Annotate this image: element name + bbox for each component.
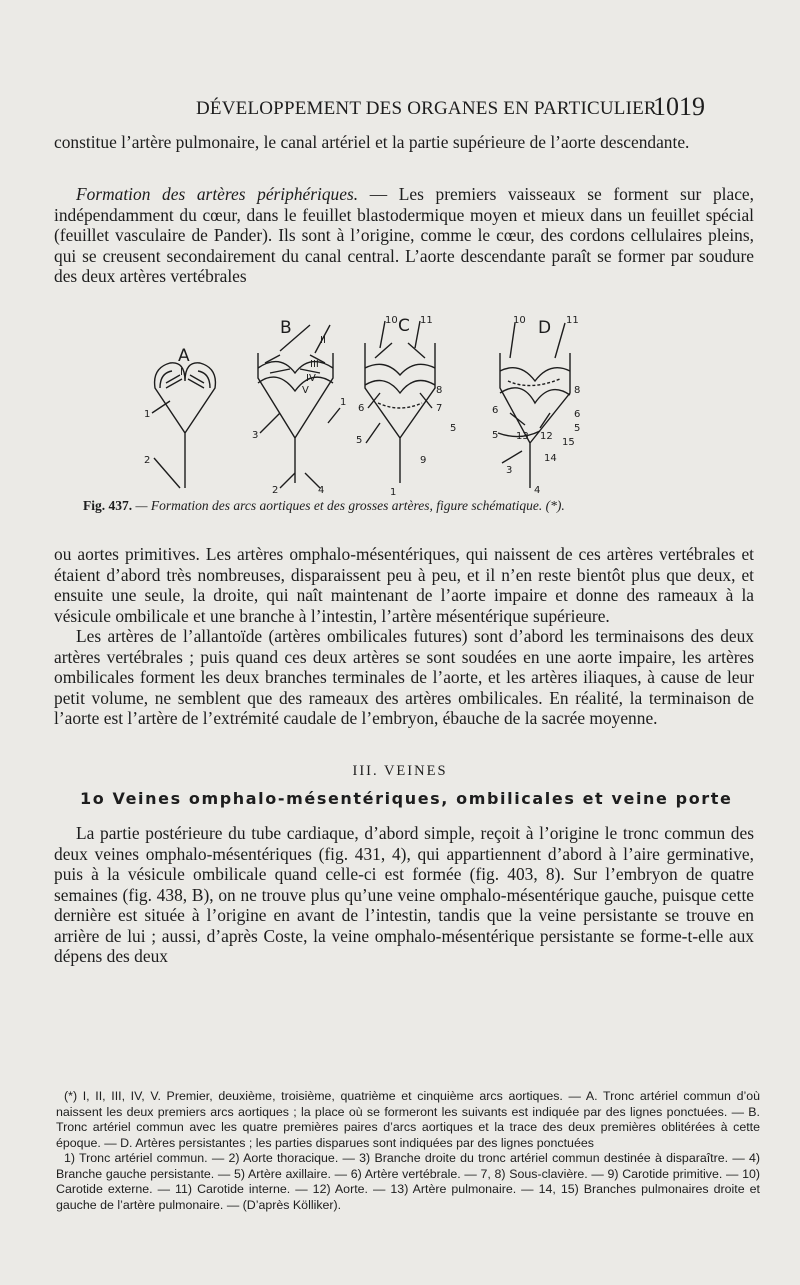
label-b-ii: II [320, 335, 326, 346]
footnote-legend: 1) Tronc artériel commun. — 2) Aorte thoracique. — 3) Branche droite du tronc artériel commun destinée à disparaître. — 4) Branche gauche persistante. — 5) Artère axillaire. — 6) Artère vertébrale. — 7, 8) Sous-clavière. — 9) Carotide primitive. — 10) Carotide externe. — 11) Carotide interne. — 12) Aorte. — 13) Artère pulmonaire. — 14, 15) Branches pulmonaires droite et gauche de l’artère pulmonaire. — (D’après Kölliker). [56, 1151, 760, 1212]
panel-label-a: A [178, 346, 190, 366]
paragraph-2: — Les premiers vaisseaux se forment sur place, indépendamment du cœur, dans le feuillet blastodermique moyen et mieux dans un feuillet spécial (feuillet vasculaire de Pander). Ils sont à l’origine, comme le cœur, des cordons cellulaires pleins, qui se creusent secondairement du canal central. L’aorte descendante paraît se former par soudure des deux artères vertébrales [54, 184, 754, 286]
label-d-8: 8 [574, 385, 581, 396]
figure-caption-text: — Formation des arcs aortiques et des grosses artères, figure schématique. (*). [132, 498, 565, 513]
figure-caption [83, 498, 565, 514]
page-number: 1019 [653, 92, 705, 121]
paragraph-1: constitue l’artère pulmonaire, le canal artériel et la partie supérieure de l’aorte descendante. [54, 132, 690, 152]
footnotes [56, 1089, 760, 1213]
label-a-i: I [180, 367, 183, 378]
label-d-11: 11 [566, 315, 579, 326]
panel-label-d: D [538, 318, 552, 338]
paragraph-veins [54, 823, 754, 967]
label-d-12: 12 [540, 431, 553, 442]
label-c-10: 10 [385, 315, 398, 326]
panel-a-diagram [152, 363, 215, 488]
label-c-11: 11 [420, 315, 433, 326]
label-b-4: 4 [318, 485, 325, 496]
label-b-iv: IV [306, 373, 316, 384]
figure-caption-label: Fig. 437. [83, 498, 133, 513]
label-b-iii: III [310, 359, 319, 370]
footnote-intro: (*) I, II, III, IV, V. Premier, deuxième, troisième, quatrième et cinquième arcs aortiques. — A. Tronc artériel commun d’où naissent les deux premiers arcs aortiques ; la place où se formeront les suivants est indiquée par des lignes ponctuées. — B. Tronc artériel commun avec les quatre premières paires d’arcs aortiques et la trace des deux premières oblitérées à cette époque. — D. Artères persistantes ; les parties disparues sont indiquées par des lignes ponctuées [56, 1089, 760, 1150]
label-d-3: 3 [506, 465, 513, 476]
label-b-2: 2 [272, 485, 279, 496]
paragraph-heading: Formation des artères périphériques. [76, 184, 359, 204]
label-d-5-left: 5 [492, 430, 499, 441]
paragraph-3: ou aortes primitives. Les artères omphalo-mésentériques, qui naissent de ces artères vertébrales et étaient d’abord très nombreuses, disparaissent peu à peu, et il n’en reste bientôt plus que deux, et ensuite une seule, la droite, qui naît maintenant de l’aorte impaire et donne des rameaux à la vésicule ombilicale et une branche à l’intestin, l’artère mésentérique supérieure. [54, 544, 754, 626]
label-b-1: 1 [340, 397, 347, 408]
panel-b-diagram [258, 325, 340, 488]
label-c-5-right: 5 [450, 423, 457, 434]
paragraphs-omphalo-allantoid [54, 544, 754, 729]
label-b-v: V [302, 385, 309, 396]
running-title: DÉVELOPPEMENT DES ORGANES EN PARTICULIER [196, 98, 657, 119]
paragraph-5: La partie postérieure du tube cardiaque, d’abord simple, reçoit à l’origine le tronc commun des deux veines omphalo-mésentériques (fig. 431, 4), qui appartiennent d’abord à l’aire germinative, puis à la vésicule ombilicale quand celle-ci est formée (fig. 403, 8). Sur l’embryon de quatre semaines (fig. 438, B), on ne trouve plus qu’une veine omphalo-mésentérique gauche, puisque cette dernière est située à l’origine en avant de l’intestin, tandis que la veine persistante se trouve en arrière de lui ; aussi, d’après Coste, la veine omphalo-mésentérique persistante se forme-t-elle aux dépens des deux [54, 823, 754, 966]
label-c-1: 1 [390, 487, 397, 498]
section-heading: III. VEINES [352, 763, 448, 779]
figure-aortic-arches [130, 313, 690, 498]
panel-label-c: C [398, 316, 410, 336]
label-c-6: 6 [358, 403, 365, 414]
panel-d-diagram [498, 323, 570, 488]
label-c-9: 9 [420, 455, 427, 466]
paragraph-4: Les artères de l’allantoïde (artères ombilicales futures) sont d’abord les terminaisons des deux artères vertébrales ; puis quand ces deux artères se sont soudées en une aorte impaire, les artères ombilicales forment les deux branches terminales de l’aorte, et les artères iliaques, à cause de leur petit volume, ne semblent que des rameaux des artères ombilicales. En réalité, la terminaison de l’aorte est l’artère de l’extrémité caudale de l’embryon, ébauche de la sacrée moyenne. [54, 626, 754, 728]
label-c-5-left: 5 [356, 435, 363, 446]
label-a-2: 2 [144, 455, 151, 466]
label-c-8: 8 [436, 385, 443, 396]
subsection-heading: 1o Veines omphalo-mésentériques, ombilicales et veine porte [80, 789, 733, 808]
label-d-13: 13 [516, 431, 529, 442]
label-d-5-right: 5 [574, 423, 581, 434]
panel-label-b: B [280, 318, 292, 338]
label-a-1: 1 [144, 409, 151, 420]
paragraph-peripheral-arteries [54, 184, 754, 287]
label-d-15: 15 [562, 437, 575, 448]
paragraph-continuation [54, 132, 754, 153]
label-d-14: 14 [544, 453, 557, 464]
label-d-4: 4 [534, 485, 541, 496]
label-c-7: 7 [436, 403, 443, 414]
label-b-3: 3 [252, 430, 259, 441]
label-d-6-left: 6 [492, 405, 499, 416]
page-header [0, 94, 800, 126]
label-d-6-right: 6 [574, 409, 581, 420]
label-d-10: 10 [513, 315, 526, 326]
